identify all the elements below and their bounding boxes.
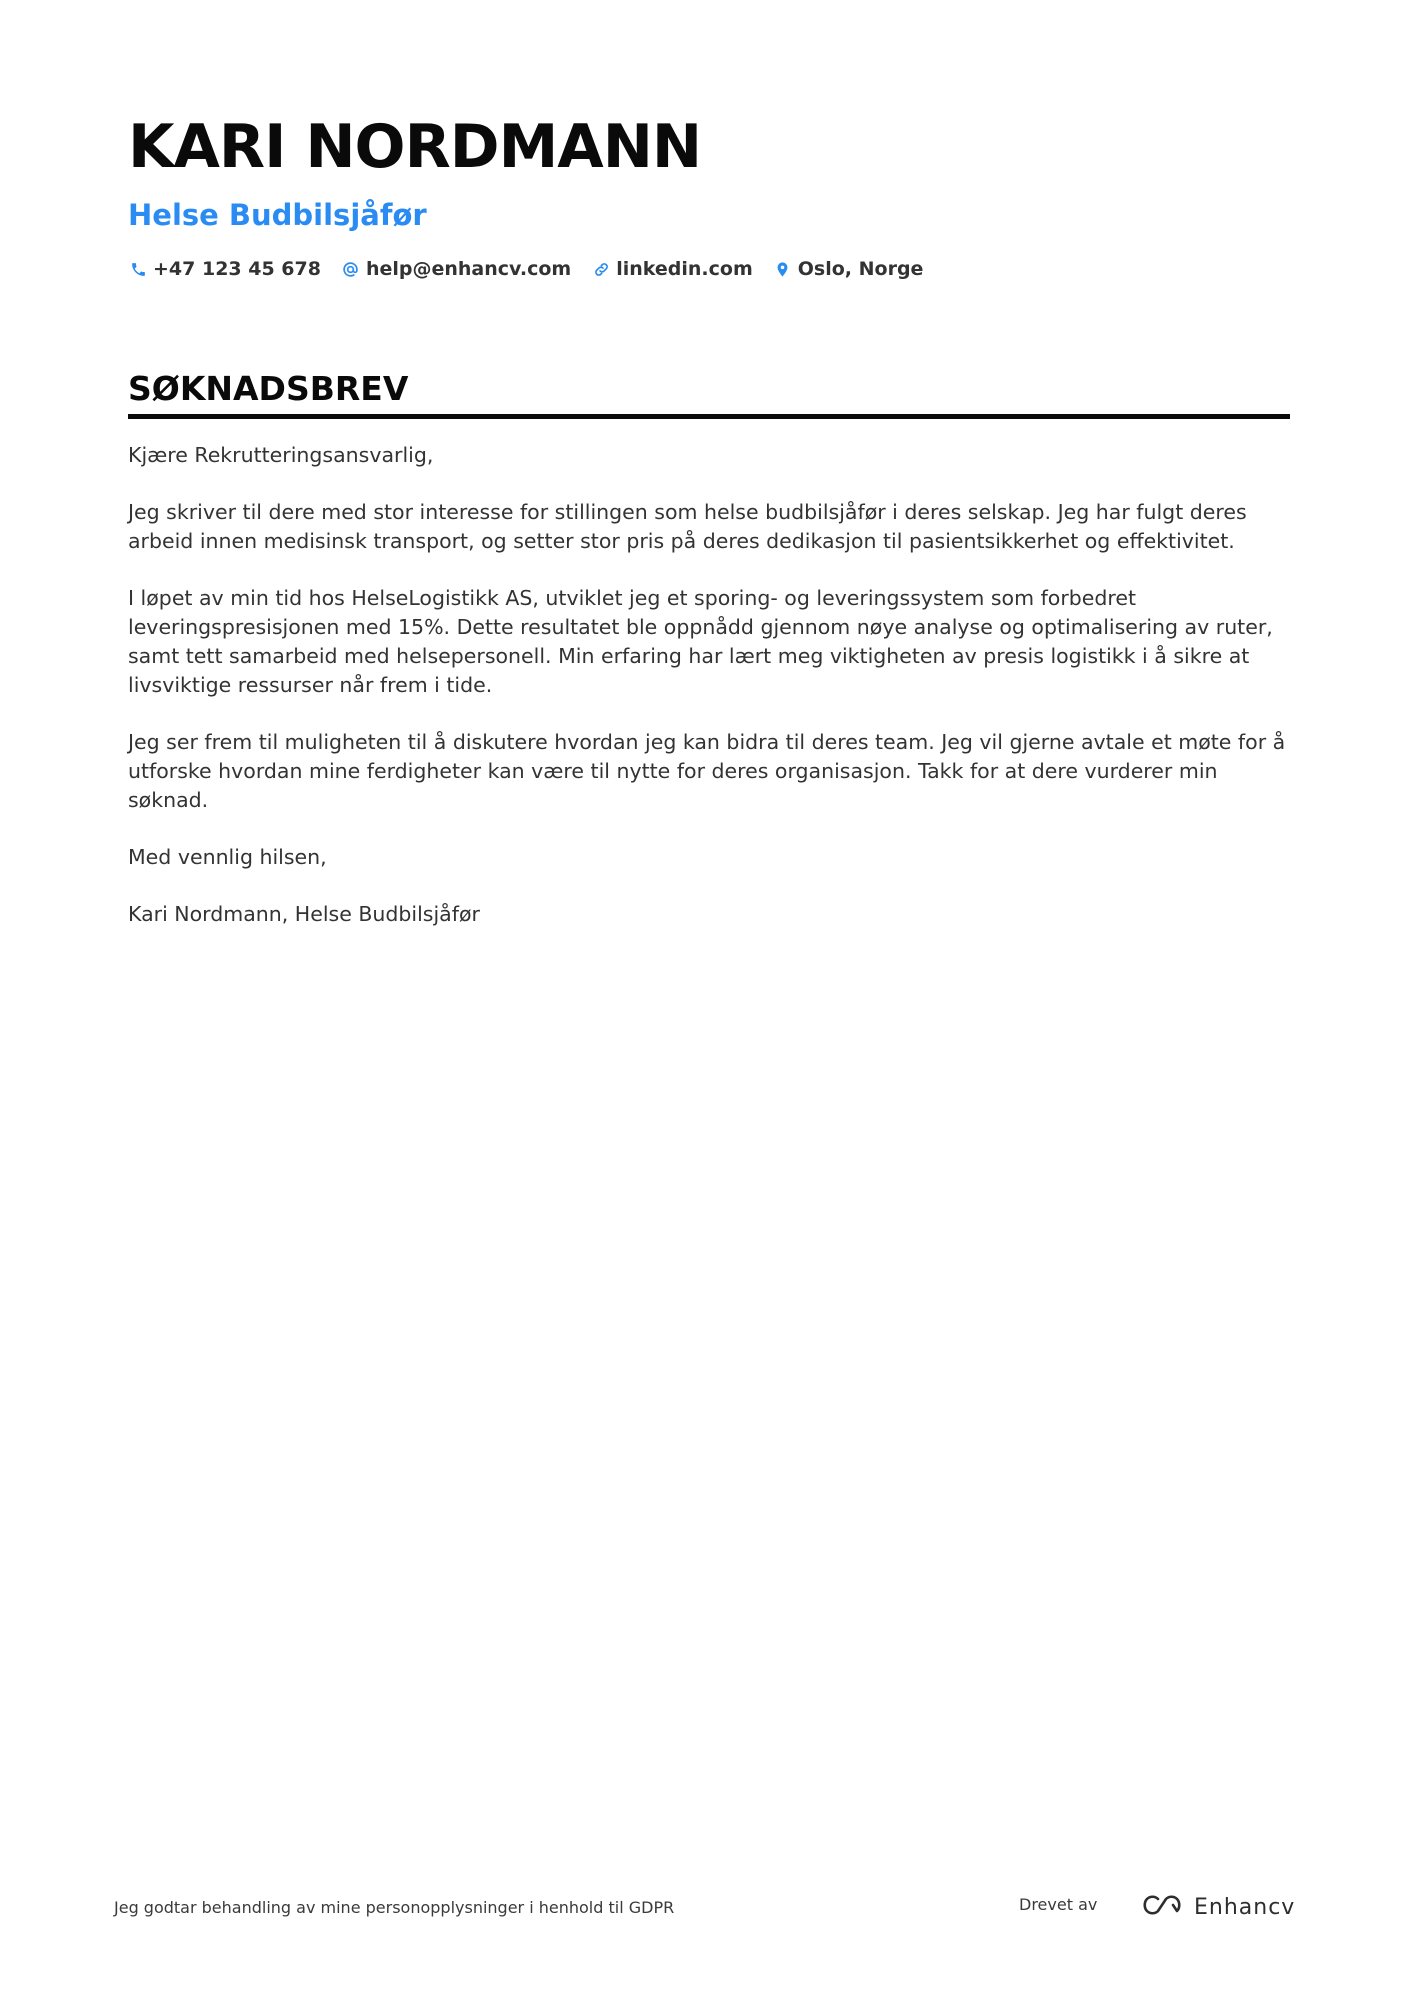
enhancv-logo-icon — [1138, 1890, 1194, 1924]
letter-paragraph: Jeg ser frem til muligheten til å diskutere hvordan jeg kan bidra til deres team. Jeg vil gjerne avtale et møte for å utforske hvordan mine ferdigheter kan være til nytte for deres organisasjon. Takk for at dere vurderer min søknad. — [128, 730, 1286, 812]
letter-greeting: Kjære Rekrutteringsansvarlig, — [128, 443, 434, 467]
cover-letter-section — [128, 368, 1290, 957]
letter-body — [128, 441, 1290, 929]
letter-signature: Kari Nordmann, Helse Budbilsjåfør — [128, 902, 480, 926]
letter-closing: Med vennlig hilsen, — [128, 845, 327, 869]
powered-by-label: Drevet av — [1019, 1895, 1098, 1914]
phone-text: +47 123 45 678 — [153, 258, 321, 280]
contact-email[interactable] — [341, 258, 571, 280]
applicant-role: Helse Budbilsjåfør — [128, 198, 427, 232]
contact-bar — [128, 258, 1290, 280]
contact-phone — [128, 258, 321, 280]
letter-paragraph: I løpet av min tid hos HelseLogistikk AS, utviklet jeg et sporing- og leveringssystem som forbedret leveringspresisjonen med 15%. Dette resultatet ble oppnådd gjennom nøye analyse og optimalisering av ruter, samt tett samarbeid med helsepersonell. Min erfaring har lært meg viktigheten av presis logistikk i å sikre at livsviktige ressurser når frem i tide. — [128, 586, 1273, 697]
footer — [114, 1890, 1296, 1930]
gdpr-consent-text: Jeg godtar behandling av mine personopplysninger i henhold til GDPR — [114, 1898, 675, 1917]
brand-name[interactable]: Enhancv — [1194, 1894, 1296, 1920]
phone-icon — [128, 259, 148, 279]
location-text: Oslo, Norge — [797, 258, 924, 280]
header — [128, 108, 1290, 280]
applicant-name: KARI NORDMANN — [128, 112, 702, 182]
at-icon — [341, 259, 361, 279]
linkedin-link[interactable]: linkedin.com — [616, 258, 753, 280]
enhancv-brand[interactable] — [1138, 1890, 1295, 1924]
email-link[interactable]: help@enhancv.com — [365, 258, 572, 280]
section-title: SØKNADSBREV — [128, 368, 1290, 419]
link-icon — [591, 259, 611, 279]
contact-location — [773, 258, 924, 280]
letter-paragraph: Jeg skriver til dere med stor interesse for stillingen som helse budbilsjåfør i deres selskap. Jeg har fulgt deres arbeid innen medisinsk transport, og setter stor pris på deres dedikasjon til pasientsikkerhet og effektivitet. — [128, 500, 1247, 553]
contact-linkedin[interactable] — [591, 258, 753, 280]
location-pin-icon — [773, 259, 793, 279]
